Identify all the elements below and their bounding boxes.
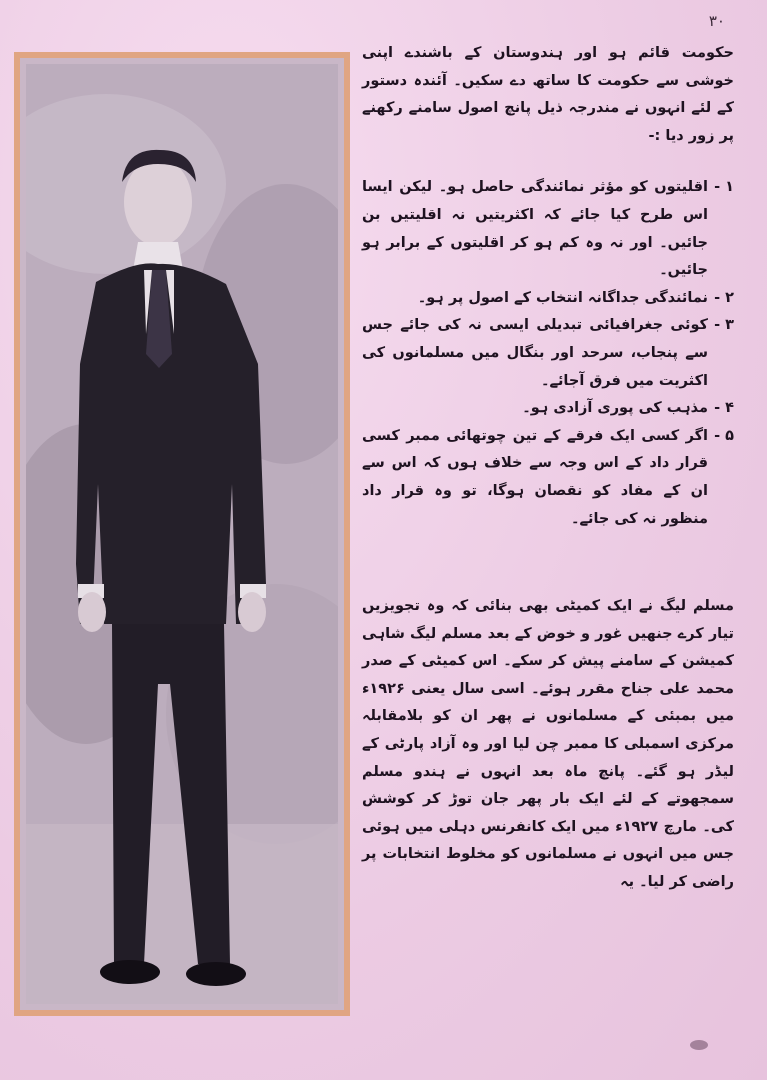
closing-paragraph: مسلم لیگ نے ایک کمیٹی بھی بنائی کہ وہ تجویزیں تیار کرے جنھیں غور و خوض کے بعد مسلم لیگ شاہی کمیشن کے سامنے پیش کر سکے۔ اس کمیٹی کے صدر محمد علی جناح مقرر ہوئے۔ اسی سال یعنی ۱۹۲۶ء میں بمبئی کے مسلمانوں نے پھر ان کو بلامقابلہ مرکزی اسمبلی کا ممبر چن لیا اور وہ آزاد پارٹی کے لیڈر ہو گئے۔ پانچ ماہ بعد انہوں نے ہندو مسلم سمجھوتے کے لئے ایک بار پھر جان توڑ کر کوشش کی۔ مارچ ۱۹۲۷ء میں ایک کانفرنس دہلی میں ہوئی جس میں انہوں نے مسلمانوں کو مخلوط انتخابات پر راضی کر لیا۔ یہ [362, 598, 734, 891]
list-item-3 [362, 312, 734, 395]
list-item-1 [362, 174, 734, 284]
list-number: ۲ - [714, 289, 734, 306]
list-text: مذہب کی پوری آزادی ہو۔ [522, 400, 708, 417]
list-text: نمائندگی جداگانہ انتخاب کے اصول پر ہو۔ [417, 289, 708, 306]
list-number: ۵ - [714, 427, 734, 444]
list-number: ۱ - [714, 179, 734, 196]
list-text: اقلیتوں کو مؤثر نمائندگی حاصل ہو۔ لیکن ایسا اس طرح کیا جائے کہ اکثریتیں نہ اقلیتیں بن جائیں۔ اور نہ وہ کم ہو کر اقلیتوں کے برابر ہو جائیں۔ [362, 179, 708, 279]
urdu-text-column [362, 40, 734, 897]
intro-paragraph: حکومت قائم ہو اور ہندوستان کے باشندے اپنی خوشی سے حکومت کا ساتھ دے سکیں۔ آئندہ دستور کے لئے انہوں نے مندرجہ ذیل پانچ اصول سامنے رکھنے پر زور دیا :- [362, 45, 734, 144]
list-item-2 [362, 285, 734, 313]
portrait-photo [26, 64, 338, 1004]
portrait-photo-frame [14, 52, 350, 1016]
list-item-5 [362, 423, 734, 533]
page-number: ۳۰ [708, 12, 725, 30]
list-item-4 [362, 395, 734, 423]
ink-stain [690, 1040, 708, 1050]
list-number: ۳ - [714, 317, 734, 334]
list-text: کوئی جغرافیائی تبدیلی ایسی نہ کی جائے جس سے پنجاب، سرحد اور بنگال میں مسلمانوں کی اکثریت میں فرق آجائے۔ [362, 317, 708, 389]
list-number: ۴ - [714, 400, 734, 417]
portrait-figure-drawing [26, 64, 338, 1004]
list-text: اگر کسی ایک فرقے کے تین چوتھائی ممبر کسی قرار داد کے اس وجہ سے خلاف ہوں کہ اس سے ان کے مفاد کو نقصان ہوگا، تو وہ قرار داد منظور نہ کی جائے۔ [362, 427, 708, 527]
